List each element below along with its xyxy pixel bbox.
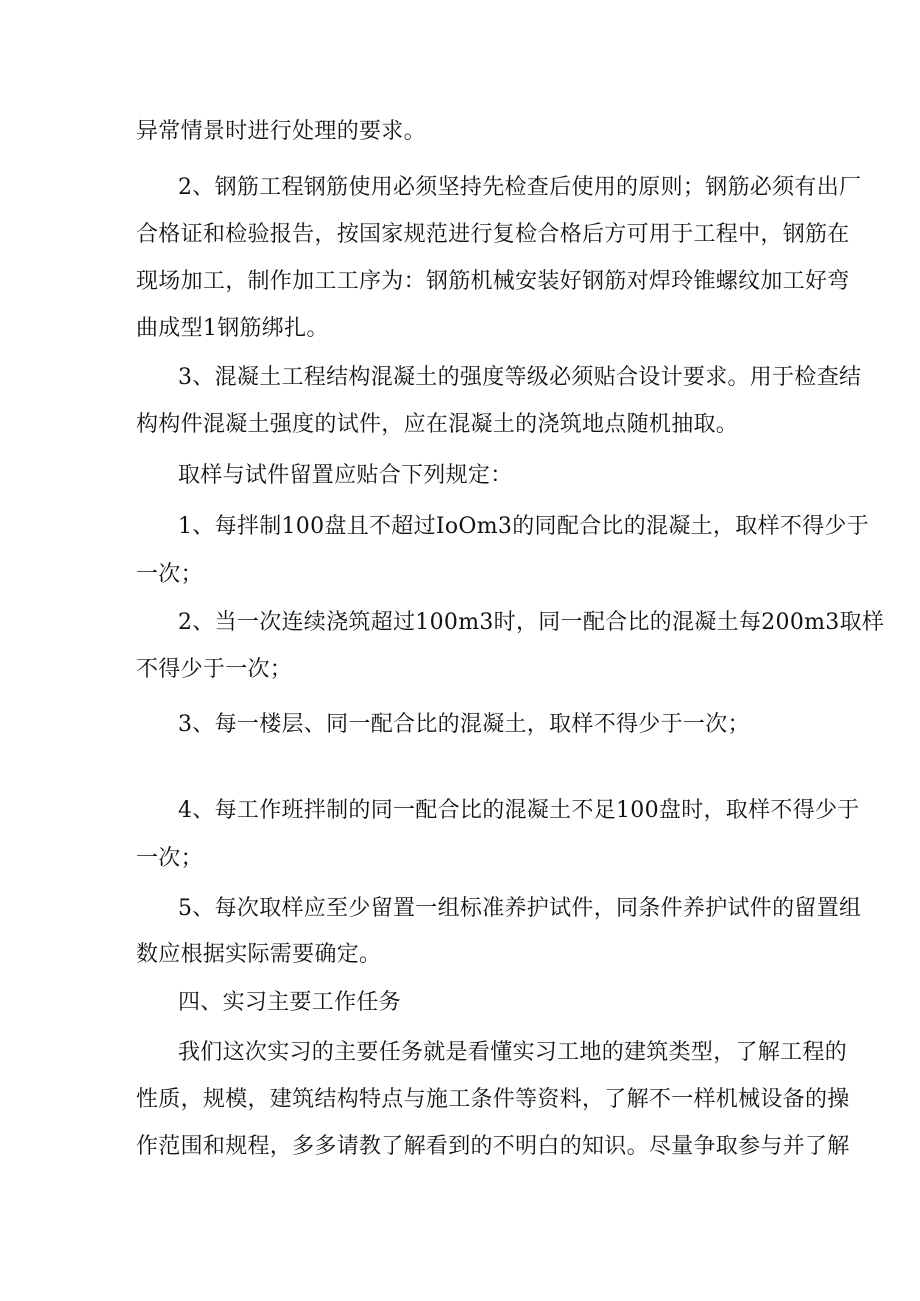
text-line: 2、当一次连续浇筑超过100m3时，同一配合比的混凝土每200m3取样 — [178, 610, 885, 635]
text-line: 异常情景时进行处理的要求。 — [136, 119, 426, 144]
text-line: 作范围和规程，多多请教了解看到的不明白的知识。尽量争取参与并了解 — [136, 1134, 850, 1159]
text-line: 3、混凝土工程结构混凝土的强度等级必须贴合设计要求。用于检查结 — [178, 365, 862, 390]
text-line: 4、每工作班拌制的同一配合比的混凝土不足100盘时，取样不得少于 — [178, 798, 860, 823]
text-line: 1、每拌制100盘且不超过IoOm3的同配合比的混凝土，取样不得少于 — [178, 514, 870, 539]
text-line: 合格证和检验报告，按国家规范进行复检合格后方可用于工程中，钢筋在 — [136, 222, 850, 247]
text-line: 现场加工，制作加工工序为：钢筋机械安装好钢筋对焊玲锥螺纹加工好弯 — [136, 269, 850, 294]
text-line: 数应根据实际需要确定。 — [136, 942, 382, 967]
text-line: 我们这次实习的主要任务就是看懂实习工地的建筑类型，了解工程的 — [178, 1040, 848, 1065]
section-heading: 四、实习主要工作任务 — [178, 990, 402, 1015]
text-line: 5、每次取样应至少留置一组标准养护试件，同条件养护试件的留置组 — [178, 896, 862, 921]
text-line: 一次； — [136, 562, 203, 587]
text-line: 构构件混凝土强度的试件，应在混凝土的浇筑地点随机抽取。 — [136, 412, 739, 437]
text-line: 曲成型1钢筋绑扎。 — [136, 316, 329, 341]
text-line: 性质，规模，建筑结构特点与施工条件等资料，了解不一样机械设备的操 — [136, 1087, 850, 1112]
text-line: 取样与试件留置应贴合下列规定： — [178, 463, 513, 488]
text-line: 3、每一楼层、同一配合比的混凝土，取样不得少于一次； — [178, 712, 750, 737]
text-line: 一次； — [136, 846, 203, 871]
text-line: 2、钢筋工程钢筋使用必须坚持先检查后使用的原则；钢筋必须有出厂 — [178, 175, 862, 200]
text-line: 不得少于一次； — [136, 657, 293, 682]
